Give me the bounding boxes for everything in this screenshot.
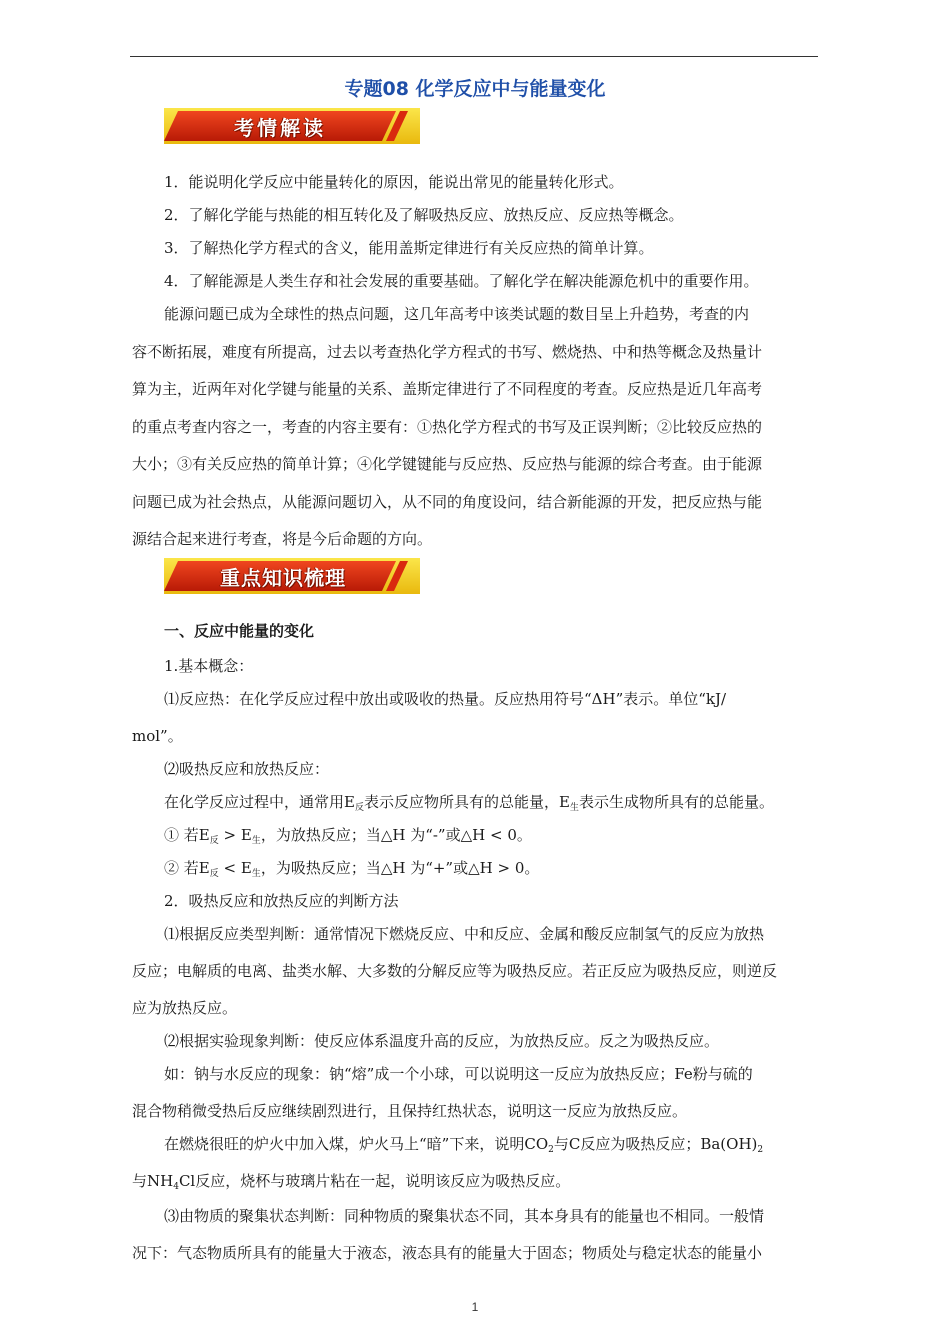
section-heading: 一、反应中能量的变化	[164, 622, 315, 640]
exothermic-condition: ① 若$E_反 > E_生$，为放热反应；当△H 为“-”或△H < 0。	[164, 826, 532, 846]
intro-line: 问题已成为社会热点，从能源问题切入，从不同的角度设问，结合新能源的开发，把反应热与能	[132, 493, 763, 511]
judgment-by-type: 应为放热反应。	[132, 999, 238, 1017]
judgment-by-type: 反应；电解质的电离、盐类水解、大多数的分解反应等为吸热反应。若正反应为吸热反应，则逆反	[132, 962, 778, 980]
intro-line: 算为主，近两年对化学键与能量的关系、盖斯定律进行了不同程度的考查。反应热是近几年高考	[132, 380, 763, 398]
judgment-methods-title: 2．吸热反应和放热反应的判断方法	[164, 892, 399, 910]
exam-analysis-banner	[164, 108, 420, 144]
key-points-banner	[164, 558, 420, 594]
intro-line: 容不断拓展，难度有所提高，过去以考查热化学方程式的书写、燃烧热、中和热等概念及热量计	[132, 343, 763, 361]
intro-line: 源结合起来进行考查，将是今后命题的方向。	[132, 530, 433, 548]
page-title: 专题08 化学反应中与能量变化	[344, 78, 606, 100]
reaction-heat-definition: ⑴反应热：在化学反应过程中放出或吸收的热量。反应热用符号“ΔH”表示。单位“kJ/	[164, 690, 727, 708]
judgment-by-state: ⑶由物质的聚集状态判断：同种物质的聚集状态不同，其本身具有的能量也不相同。一般情	[164, 1207, 765, 1225]
banner-label: 考情解读	[234, 116, 326, 140]
reaction-heat-unit: mol”。	[132, 727, 183, 745]
intro-line: 的重点考查内容之一，考查的内容主要有：①热化学方程式的书写及正误判断；②比较反应热的	[132, 418, 763, 436]
judgment-by-state: 况下：气态物质所具有的能量大于液态，液态具有的能量大于固态；物质处与稳定状态的能量小	[132, 1244, 763, 1262]
example-sodium: 混合物稍微受热后反应继续剧烈进行，且保持红热状态，说明这一反应为放热反应。	[132, 1102, 688, 1120]
intro-line: 能源问题已成为全球性的热点问题，这几年高考中该类试题的数目呈上升趋势，考查的内	[164, 305, 750, 323]
example-sodium: 如：钠与水反应的现象：钠“熔”成一个小球，可以说明这一反应为放热反应；Fe粉与硫的	[164, 1065, 753, 1083]
example-coal: 在燃烧很旺的炉火中加入煤，炉火马上“暗”下来，说明$CO_2$与C反应为吸热反应；$Ba(OH)_2$	[164, 1135, 764, 1155]
example-coal: 与$NH_4Cl$反应，烧杯与玻璃片粘在一起，说明该反应为吸热反应。	[132, 1172, 571, 1192]
header-rule	[130, 56, 818, 57]
judgment-by-type: ⑴根据反应类型判断：通常情况下燃烧反应、中和反应、金属和酸反应制氢气的反应为放热	[164, 925, 765, 943]
intro-line: 大小；③有关反应热的简单计算；④化学键键能与反应热、反应热与能源的综合考查。由于能源	[132, 455, 763, 473]
objective-4: 4．了解能源是人类生存和社会发展的重要基础。了解化学在解决能源危机中的重要作用。	[164, 272, 759, 290]
page-number: 1	[471, 1300, 479, 1314]
objective-1: 1．能说明化学反应中能量转化的原因，能说出常见的能量转化形式。	[164, 173, 624, 191]
endothermic-condition: ② 若$E_反 < E_生$，为吸热反应；当△H 为“+”或△H > 0。	[164, 859, 540, 879]
objective-2: 2．了解化学能与热能的相互转化及了解吸热反应、放热反应、反应热等概念。	[164, 206, 684, 224]
banner-label: 重点知识梳理	[220, 566, 346, 590]
judgment-by-phenomenon: ⑵根据实验现象判断：使反应体系温度升高的反应，为放热反应。反之为吸热反应。	[164, 1032, 720, 1050]
basic-concepts-label: 1.基本概念：	[164, 657, 254, 675]
endo-exo-label: ⑵吸热反应和放热反应：	[164, 760, 330, 778]
objective-3: 3．了解热化学方程式的含义，能用盖斯定律进行有关反应热的简单计算。	[164, 239, 654, 257]
energy-notation-line: 在化学反应过程中，通常用$E_反$表示反应物所具有的总能量，$E_生$表示生成物所具有的总能量。	[164, 793, 774, 813]
